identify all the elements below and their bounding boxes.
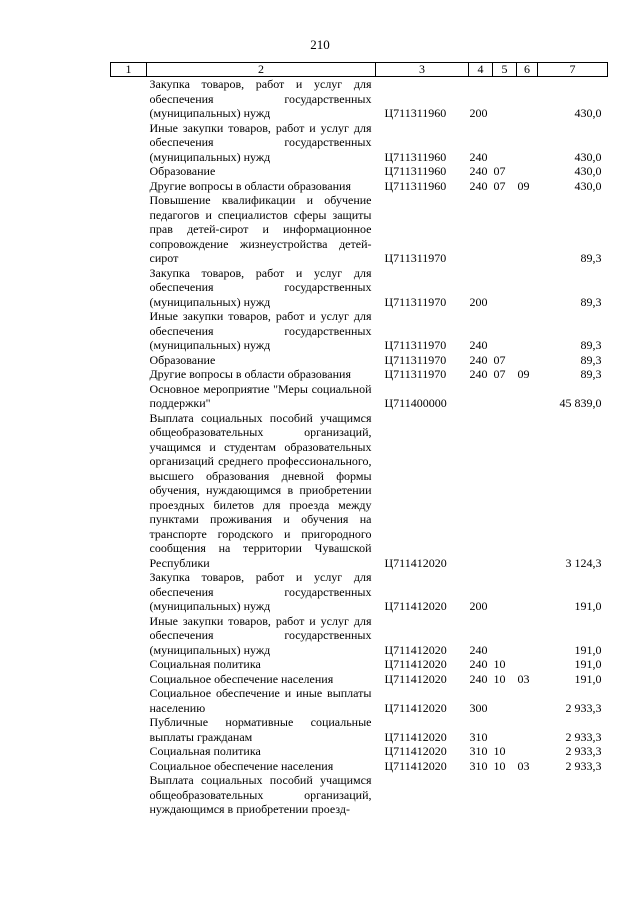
blank-cell bbox=[111, 164, 147, 179]
blank-cell bbox=[111, 77, 147, 121]
amount: 430,0 bbox=[574, 164, 602, 178]
target-code: Ц711311970 bbox=[384, 294, 447, 309]
blank-cell bbox=[111, 353, 147, 368]
subsection-code bbox=[517, 353, 538, 368]
target-code: Ц711412020 bbox=[384, 657, 447, 671]
expense-type: 300 bbox=[469, 700, 488, 715]
header-cell: 4 bbox=[469, 63, 493, 77]
target-code: Ц711311960 bbox=[384, 178, 447, 193]
table-row bbox=[111, 686, 608, 715]
item-name: Другие вопросы в области образования bbox=[149, 178, 351, 193]
header-cell: 5 bbox=[493, 63, 517, 77]
target-code: Ц711311960 bbox=[384, 164, 447, 178]
target-code: Ц711412020 bbox=[384, 671, 447, 686]
table-row bbox=[111, 614, 608, 658]
section-code: 10 bbox=[493, 744, 506, 758]
header-cell: 2 bbox=[147, 63, 376, 77]
subsection-code bbox=[517, 193, 538, 266]
expense-type: 200 bbox=[469, 294, 488, 309]
amount: 430,0 bbox=[574, 149, 602, 164]
target-code bbox=[376, 773, 469, 817]
expense-type: 240 bbox=[469, 671, 488, 686]
item-name: Социальное обеспечение и иные выплаты населению bbox=[149, 686, 372, 715]
subsection-code bbox=[517, 309, 538, 353]
subsection-code bbox=[517, 266, 538, 310]
item-name: Закупка товаров, работ и услуг для обеспечения государственных (муниципальных) нужд bbox=[149, 265, 372, 309]
section-code bbox=[493, 570, 517, 614]
target-code: Ц711412020 bbox=[384, 744, 447, 758]
amount: 2 933,3 bbox=[565, 744, 602, 758]
table-row bbox=[111, 367, 608, 382]
blank-cell bbox=[111, 382, 147, 411]
blank-cell bbox=[111, 686, 147, 715]
target-code: Ц711400000 bbox=[384, 396, 447, 410]
target-code: Ц711311970 bbox=[384, 367, 447, 381]
subsection-code bbox=[517, 121, 538, 165]
subsection-code bbox=[517, 614, 538, 658]
blank-cell bbox=[111, 193, 147, 266]
expense-type: 310 bbox=[469, 758, 488, 773]
expense-type: 200 bbox=[469, 106, 488, 120]
target-code: Ц711412020 bbox=[384, 555, 447, 570]
subsection-code: 09 bbox=[517, 178, 530, 193]
expense-type: 310 bbox=[469, 744, 488, 758]
blank-cell bbox=[111, 657, 147, 672]
amount: 2 933,3 bbox=[565, 758, 602, 773]
subsection-code: 03 bbox=[517, 671, 530, 686]
table-row bbox=[111, 672, 608, 687]
header-cell: 1 bbox=[111, 63, 147, 77]
expense-type bbox=[469, 411, 493, 571]
item-name: Повышение квалификации и обучение педагогов и специалистов сферы защиты прав детей-сирот и информационное сопровождение жизнеустройства детей-сирот bbox=[149, 193, 372, 265]
item-name: Закупка товаров, работ и услуг для обеспечения государственных (муниципальных) нужд bbox=[149, 570, 372, 613]
item-name: Выплата социальных пособий учащимся общеобразовательных организаций, учащимся и студентам образовательных организаций среднего профессионального, высшего образования дневной формы обучения, нуждающимся в приобретении проездных билетов для проезда между пунктами проживания и обучения на транспорте городского и пригородного сообщения на территории Чувашской Республики bbox=[149, 410, 372, 570]
budget-table bbox=[110, 62, 608, 817]
subsection-code bbox=[517, 773, 538, 817]
header-cell: 6 bbox=[517, 63, 538, 77]
item-name: Основное мероприятие "Меры социальной поддержки" bbox=[149, 381, 372, 410]
item-name: Публичные нормативные социальные выплаты гражданам bbox=[149, 715, 372, 744]
section-code bbox=[493, 266, 517, 310]
subsection-code bbox=[517, 411, 538, 571]
table-body bbox=[111, 77, 608, 817]
section-code: 07 bbox=[493, 178, 506, 193]
target-code: Ц711412020 bbox=[384, 700, 447, 715]
table-row bbox=[111, 179, 608, 194]
amount: 2 933,3 bbox=[565, 729, 602, 744]
expense-type: 240 bbox=[469, 149, 488, 164]
section-code bbox=[493, 77, 517, 121]
expense-type bbox=[469, 382, 493, 411]
blank-cell bbox=[111, 614, 147, 658]
amount: 89,3 bbox=[580, 338, 602, 352]
amount: 89,3 bbox=[580, 251, 602, 265]
table-row bbox=[111, 193, 608, 266]
blank-cell bbox=[111, 759, 147, 774]
section-code bbox=[493, 411, 517, 571]
item-name: Образование bbox=[149, 164, 216, 178]
table-row bbox=[111, 164, 608, 179]
item-name: Закупка товаров, работ и услуг для обеспечения государственных (муниципальных) нужд bbox=[149, 77, 372, 120]
table-row bbox=[111, 382, 608, 411]
blank-cell bbox=[111, 309, 147, 353]
item-name: Социальное обеспечение населения bbox=[149, 758, 334, 773]
blank-cell bbox=[111, 179, 147, 194]
section-code: 07 bbox=[493, 352, 506, 367]
target-code: Ц711311960 bbox=[384, 106, 447, 120]
subsection-code bbox=[517, 715, 538, 744]
expense-type: 240 bbox=[469, 367, 488, 381]
item-name: Иные закупки товаров, работ и услуг для обеспечения государственных (муниципальных) нужд bbox=[149, 309, 372, 352]
item-name: Иные закупки товаров, работ и услуг для обеспечения государственных (муниципальных) нужд bbox=[149, 120, 372, 164]
target-code: Ц711412020 bbox=[384, 758, 447, 773]
item-name: Иные закупки товаров, работ и услуг для обеспечения государственных (муниципальных) нужд bbox=[149, 613, 372, 657]
table-row bbox=[111, 77, 608, 121]
expense-type: 240 bbox=[469, 657, 488, 671]
blank-cell bbox=[111, 367, 147, 382]
section-code: 07 bbox=[493, 367, 506, 381]
header-cell: 7 bbox=[538, 63, 608, 77]
amount bbox=[538, 773, 608, 817]
expense-type: 200 bbox=[469, 599, 488, 613]
amount: 430,0 bbox=[574, 178, 602, 193]
amount: 191,0 bbox=[574, 657, 602, 671]
target-code: Ц711412020 bbox=[384, 729, 447, 744]
table-row bbox=[111, 657, 608, 672]
item-name: Выплата социальных пособий учащимся общеобразовательных организаций, нуждающимся в приобретении проезд- bbox=[149, 773, 372, 816]
section-code bbox=[493, 309, 517, 353]
table-row bbox=[111, 773, 608, 817]
subsection-code bbox=[517, 382, 538, 411]
subsection-code bbox=[517, 570, 538, 614]
target-code: Ц711412020 bbox=[384, 642, 447, 657]
target-code: Ц711311960 bbox=[384, 149, 447, 164]
expense-type: 240 bbox=[469, 338, 488, 352]
blank-cell bbox=[111, 715, 147, 744]
table-row bbox=[111, 411, 608, 571]
section-code bbox=[493, 614, 517, 658]
subsection-code bbox=[517, 657, 538, 672]
table-row bbox=[111, 121, 608, 165]
expense-type: 240 bbox=[469, 642, 488, 657]
blank-cell bbox=[111, 744, 147, 759]
subsection-code bbox=[517, 686, 538, 715]
section-code: 10 bbox=[493, 657, 506, 671]
section-code: 10 bbox=[493, 758, 506, 773]
expense-type: 240 bbox=[469, 164, 488, 178]
expense-type: 240 bbox=[469, 178, 488, 193]
table-row bbox=[111, 759, 608, 774]
subsection-code bbox=[517, 744, 538, 759]
subsection-code: 03 bbox=[517, 758, 530, 773]
amount: 89,3 bbox=[580, 294, 602, 309]
amount: 2 933,3 bbox=[565, 700, 602, 715]
amount: 430,0 bbox=[574, 106, 602, 120]
section-code bbox=[493, 121, 517, 165]
target-code: Ц711412020 bbox=[384, 599, 447, 613]
amount: 89,3 bbox=[580, 352, 602, 367]
table-row bbox=[111, 353, 608, 368]
table-row bbox=[111, 309, 608, 353]
blank-cell bbox=[111, 266, 147, 310]
table-row bbox=[111, 266, 608, 310]
expense-type bbox=[469, 193, 493, 266]
blank-cell bbox=[111, 672, 147, 687]
amount: 3 124,3 bbox=[565, 555, 602, 570]
subsection-code bbox=[517, 77, 538, 121]
expense-type: 310 bbox=[469, 729, 488, 744]
subsection-code: 09 bbox=[517, 367, 530, 381]
subsection-code bbox=[517, 164, 538, 179]
table-row bbox=[111, 570, 608, 614]
table-row bbox=[111, 715, 608, 744]
table-row bbox=[111, 744, 608, 759]
target-code: Ц711311970 bbox=[384, 352, 447, 367]
amount: 89,3 bbox=[580, 367, 602, 381]
target-code: Ц711311970 bbox=[384, 338, 447, 352]
section-code: 07 bbox=[493, 164, 506, 178]
blank-cell bbox=[111, 121, 147, 165]
section-code bbox=[493, 382, 517, 411]
page-number: 210 bbox=[310, 37, 330, 52]
header-cell: 3 bbox=[376, 63, 469, 77]
item-name: Социальное обеспечение населения bbox=[149, 671, 334, 686]
section-code bbox=[493, 715, 517, 744]
item-name: Другие вопросы в области образования bbox=[149, 367, 351, 381]
blank-cell bbox=[111, 411, 147, 571]
expense-type bbox=[469, 773, 493, 817]
item-name: Социальная политика bbox=[149, 744, 261, 758]
item-name: Образование bbox=[149, 352, 216, 367]
amount: 45 839,0 bbox=[559, 396, 602, 410]
section-code bbox=[493, 193, 517, 266]
section-code bbox=[493, 686, 517, 715]
header-row bbox=[111, 63, 608, 77]
item-name: Социальная политика bbox=[149, 657, 261, 671]
amount: 191,0 bbox=[574, 642, 602, 657]
blank-cell bbox=[111, 773, 147, 817]
blank-cell bbox=[111, 570, 147, 614]
amount: 191,0 bbox=[574, 671, 602, 686]
amount: 191,0 bbox=[574, 599, 602, 613]
section-code bbox=[493, 773, 517, 817]
target-code: Ц711311970 bbox=[384, 251, 447, 265]
expense-type: 240 bbox=[469, 352, 488, 367]
table-header bbox=[111, 63, 608, 77]
section-code: 10 bbox=[493, 671, 506, 686]
